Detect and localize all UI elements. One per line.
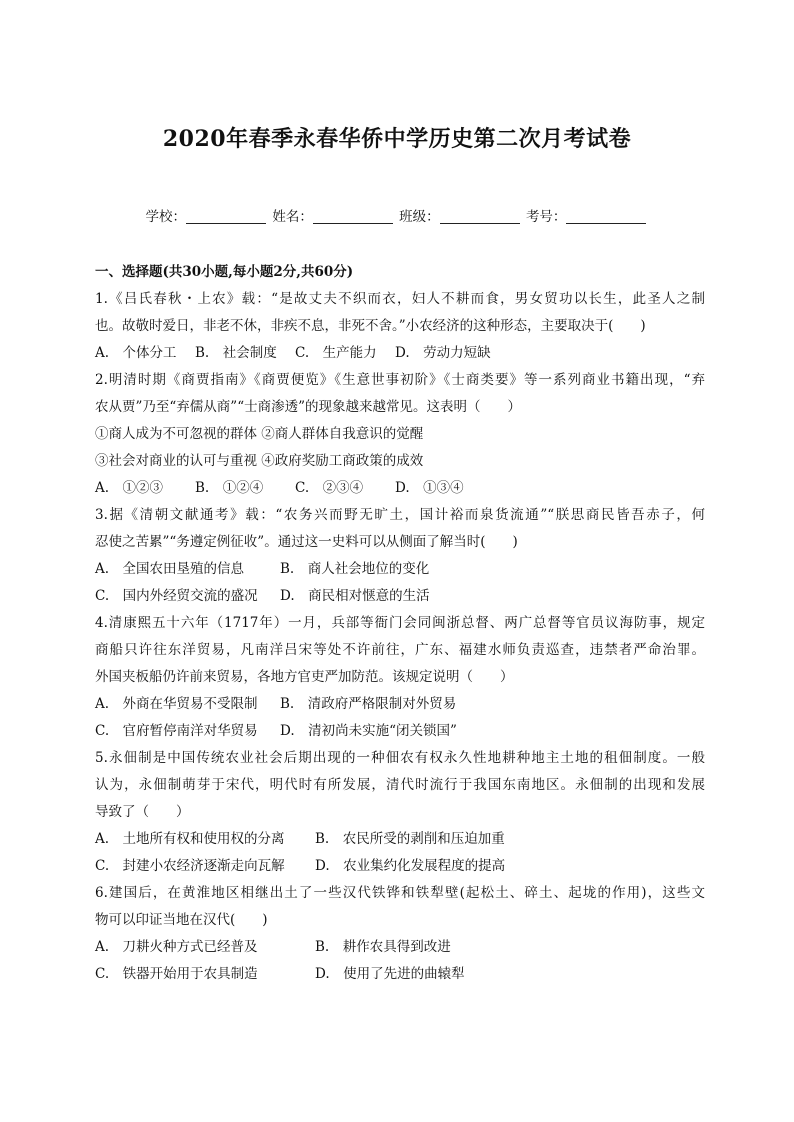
q6-option-a[interactable]: A. 刀耕火种方式已经普及 [95,939,258,955]
name-blank[interactable] [313,209,393,224]
q1-option-a[interactable]: A. 个体分工 [95,345,177,361]
question-4-options-row-1 [95,691,705,718]
q5-option-c[interactable]: C. 封建小农经济逐渐走向瓦解 [95,858,285,874]
q5-option-d[interactable]: D. 农业集约化发展程度的提高 [315,858,506,874]
q3-option-b[interactable]: B. 商人社会地位的变化 [280,561,430,577]
q1-option-d[interactable]: D. 劳动力短缺 [395,345,491,361]
question-6-line-2: 物可以印证当地在汉代( ) [95,912,268,928]
question-4-line-2: 商船只许往东洋贸易，凡南洋吕宋等处不许前往，广东、福建水师负责巡查，违禁者严命治罪。 [95,642,705,658]
question-2-line-2: 农从贾”乃至“弃儒从商”“士商渗透”的现象越来越常见。这表明（ ） [95,399,522,415]
question-2-line-1: 2.明清时期《商贾指南》《商贾便览》《生意世事初阶》《士商类要》等一系列商业书籍出现，“弃 [95,372,705,388]
question-2-statement-2: ③社会对商业的认可与重视 ④政府奖励工商政策的成效 [95,453,424,469]
number-blank[interactable] [566,209,646,224]
school-label: 学校： [145,209,187,225]
question-list [95,259,705,988]
question-6-options-row-1 [95,934,705,961]
class-label: 班级： [399,209,440,225]
question-5-line-3: 导致了（ ） [95,804,190,820]
question-5-line-2: 认为，永佃制萌芽于宋代，明代时有所发展，清代时流行于我国东南地区。永佃制的出现和发展 [95,777,705,793]
question-5-options-row-1 [95,826,705,853]
question-1-options [95,340,705,367]
q3-option-d[interactable]: D. 商民相对惬意的生活 [280,588,430,604]
q5-option-b[interactable]: B. 农民所受的剥削和压迫加重 [315,831,505,847]
q2-option-b[interactable]: B. ①②④ [195,480,264,496]
q4-option-a[interactable]: A. 外商在华贸易不受限制 [95,696,258,712]
number-label: 考号： [525,209,567,225]
question-2-options [95,475,705,502]
question-4-options-row-2 [95,718,705,745]
student-info-row [0,205,794,225]
q4-option-d[interactable]: D. 清初尚未实施“闭关锁国” [280,723,457,739]
q3-option-c[interactable]: C. 国内外经贸交流的盛况 [95,588,258,604]
question-2-statement-1: ①商人成为不可忽视的群体 ②商人群体自我意识的觉醒 [95,426,424,442]
question-6-options-row-2 [95,961,705,988]
q3-option-a[interactable]: A. 全国农田垦殖的信息 [95,561,245,577]
q4-option-b[interactable]: B. 清政府严格限制对外贸易 [280,696,457,712]
q2-option-a[interactable]: A. ①②③ [95,480,164,496]
q5-option-a[interactable]: A. 土地所有权和使用权的分离 [95,831,285,847]
question-3-options-row-1 [95,556,705,583]
question-3-line-2: 忍使之苦累”“务遵定例征收”。通过这一史料可以从侧面了解当时( ) [95,534,518,550]
question-1-line-1: 1.《吕氏春秋・上农》载：“是故丈夫不织而衣，妇人不耕而食，男女贸功以长生，此圣人之制 [95,291,705,307]
q2-option-c[interactable]: C. ②③④ [295,480,364,496]
question-5-options-row-2 [95,853,705,880]
q1-option-b[interactable]: B. 社会制度 [195,345,277,361]
question-1-line-2: 也。故敬时爱日，非老不休，非疾不息，非死不舍。”小农经济的这种形态，主要取决于( ) [95,318,646,334]
question-4-line-3: 外国夹板船仍许前来贸易，各地方官吏严加防范。该规定说明（ ） [95,669,514,685]
question-6-line-1: 6.建国后，在黄淮地区相继出土了一些汉代铁铧和铁犁壁(起松土、碎土、起垅的作用)，这些文 [95,885,705,901]
q1-option-c[interactable]: C. 生产能力 [295,345,377,361]
school-blank[interactable] [186,209,266,224]
class-blank[interactable] [440,209,520,224]
question-4-line-1: 4.清康熙五十六年（1717年）一月，兵部等衙门会同闽浙总督、两广总督等官员议海防事，规定 [95,615,705,631]
question-5-line-1: 5.永佃制是中国传统农业社会后期出现的一种佃农有权永久性地耕种地主土地的租佃制度。一般 [95,750,705,766]
q6-option-b[interactable]: B. 耕作农具得到改进 [315,939,451,955]
name-label: 姓名： [272,209,313,225]
q6-option-c[interactable]: C. 铁器开始用于农具制造 [95,966,258,982]
page-title: 2020年春季永春华侨中学历史第二次月考试卷 [162,126,632,152]
q2-option-d[interactable]: D. ①③④ [395,480,464,496]
q6-option-d[interactable]: D. 使用了先进的曲辕犁 [315,966,465,982]
q4-option-c[interactable]: C. 官府暂停南洋对华贸易 [95,723,258,739]
question-3-line-1: 3.据《清朝文献通考》载：“农务兴而野无旷土，国计裕而泉货流通”“朕思商民皆吾赤子，何 [95,507,705,523]
section-header: 一、选择题(共30小题,每小题2分,共60分) [95,264,354,280]
question-3-options-row-2 [95,583,705,610]
